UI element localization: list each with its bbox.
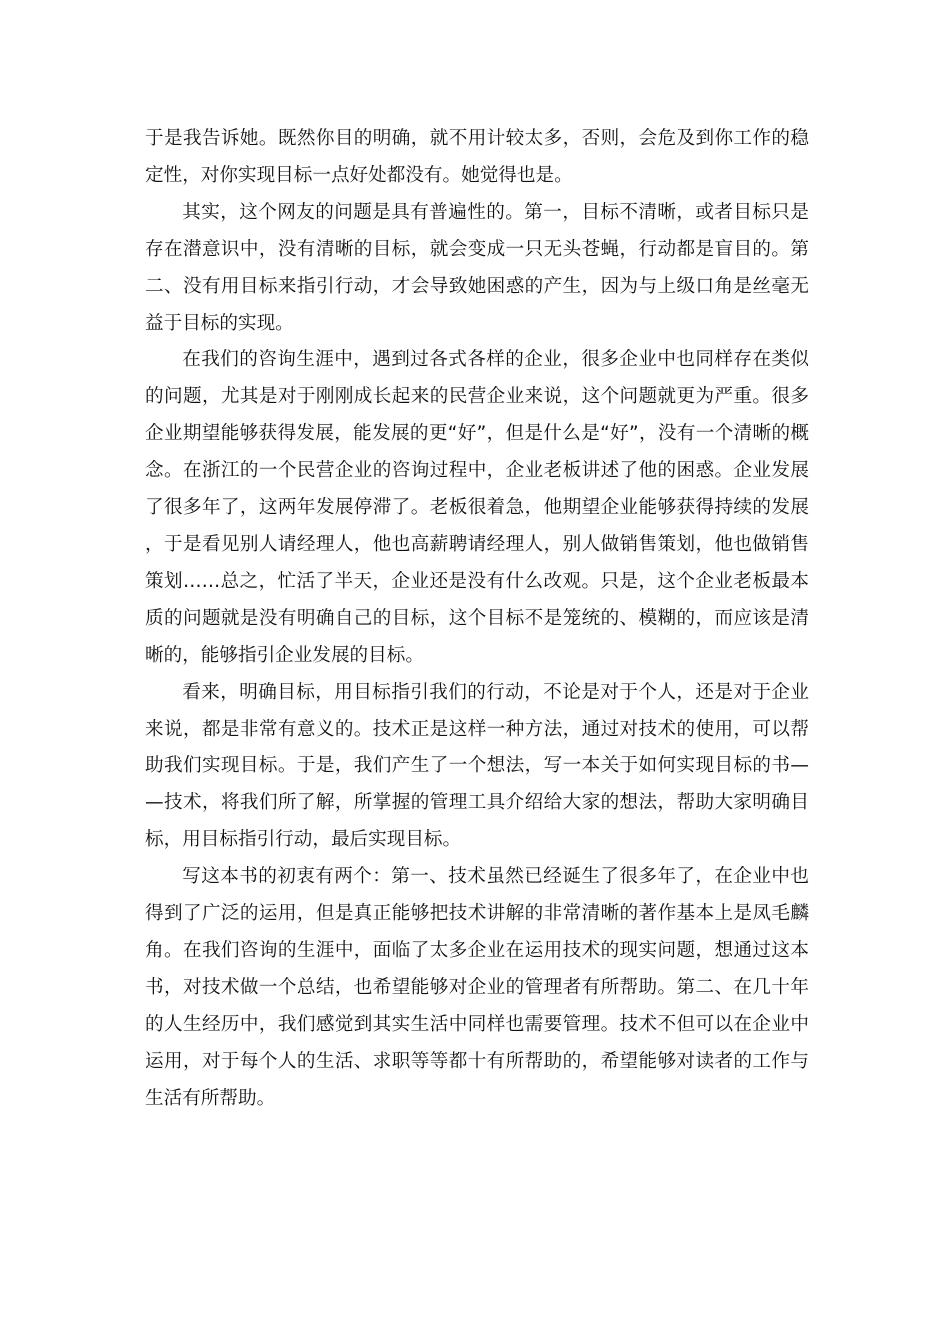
paragraph-1: 于是我告诉她。既然你目的明确，就不用计较太多，否则，会危及到你工作的稳定性，对你实现目标一点好处都没有。她觉得也是。: [145, 128, 809, 186]
paragraph-4: 看来，明确目标，用目标指引我们的行动，不论是对于个人，还是对于企业来说，都是非常有意义的。技术正是这样一种方法，通过对技术的使用，可以帮助我们实现目标。于是，我们产生了一个想法，写一本关于如何实现目标的书——技术，将我们所了解，所掌握的管理工具介绍给大家的想法，帮助大家明确目标，用目标指引行动，最后实现目标。: [145, 681, 809, 851]
paragraph-5: 写这本书的初衷有两个：第一、技术虽然已经诞生了很多年了，在企业中也得到了广泛的运用，但是真正能够把技术讲解的非常清晰的著作基本上是凤毛麟角。在我们咨询的生涯中，面临了太多企业在运用技术的现实问题，想通过这本书，对技术做一个总结，也希望能够对企业的管理者有所帮助。第二、在几十年的人生经历中，我们感觉到其实生活中同样也需要管理。技术不但可以在企业中运用，对于每个人的生活、求职等等都十有所帮助的，希望能够对读者的工作与生活有所帮助。: [145, 866, 809, 1109]
document-body: [145, 121, 809, 1117]
paragraph-2: 其实，这个网友的问题是具有普遍性的。第一，目标不清晰，或者目标只是存在潜意识中，没有清晰的目标，就会变成一只无头苍蝇，行动都是盲目的。第二、没有用目标来指引行动，才会导致她困惑的产生，因为与上级口角是丝毫无益于目标的实现。: [145, 201, 809, 334]
paragraph-3: 在我们的咨询生涯中，遇到过各式各样的企业，很多企业中也同样存在类似的问题，尤其是对于刚刚成长起来的民营企业来说，这个问题就更为严重。很多企业期望能够获得发展，能发展的更“好”，但是什么是“好”，没有一个清晰的概念。在浙江的一个民营企业的咨询过程中，企业老板讲述了他的困惑。企业发展了很多年了，这两年发展停滞了。老板很着急，他期望企业能够获得持续的发展，于是看见别人请经理人，他也高薪聘请经理人，别人做销售策划，他也做销售策划……总之，忙活了半天，企业还是没有什么改观。只是，这个企业老板最本质的问题就是没有明确自己的目标，这个目标不是笼统的、模糊的，而应该是清晰的，能够指引企业发展的目标。: [145, 349, 809, 666]
